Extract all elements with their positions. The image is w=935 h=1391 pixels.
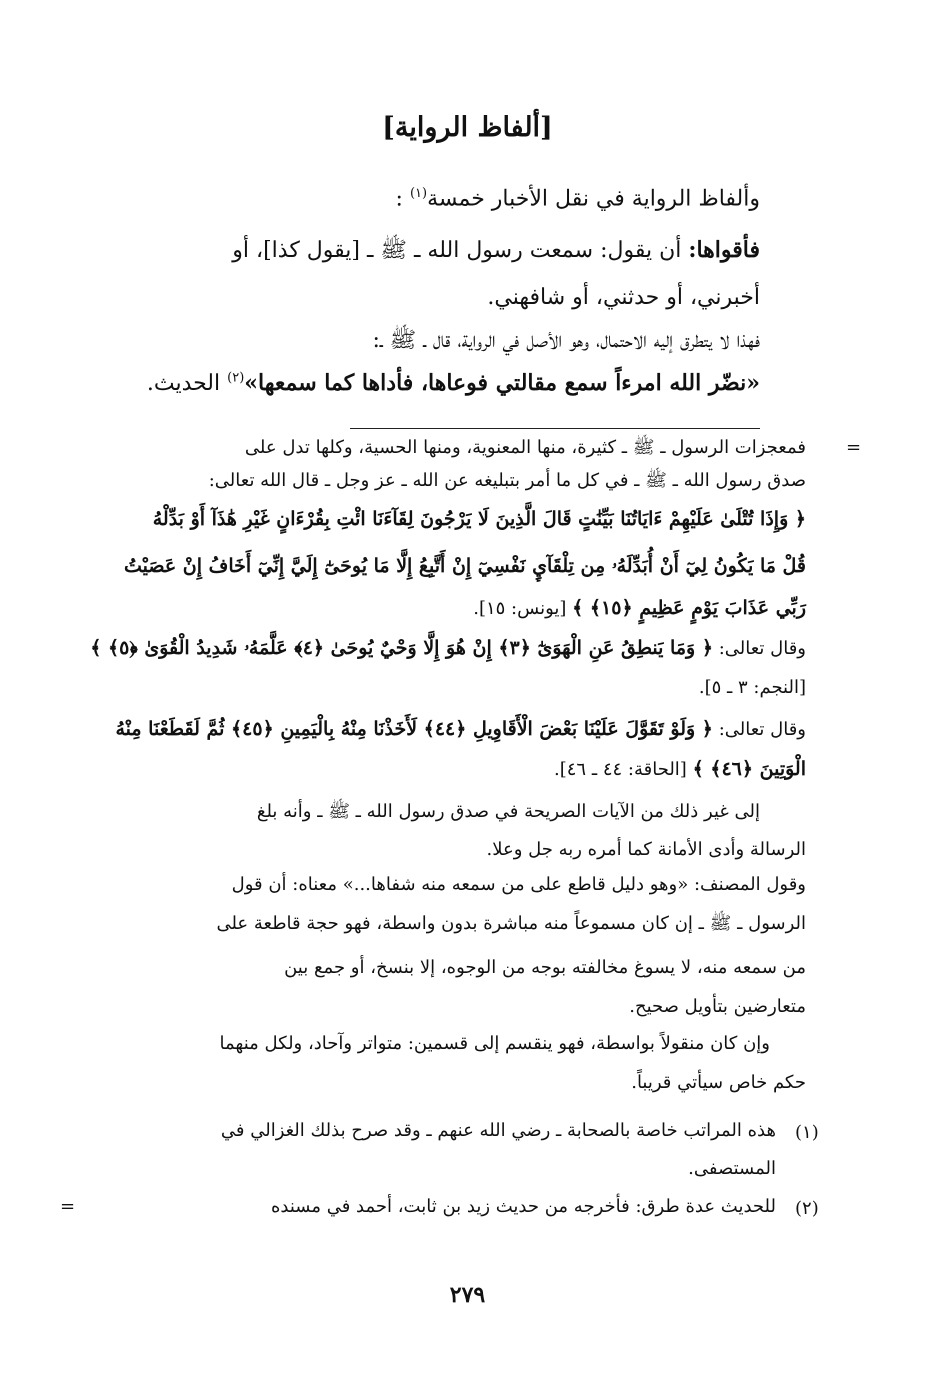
note-line: الرسول ـ ﷺ ـ إن كان مسموعاً منه مباشرة بدون واسطة، فهو حجة قاطعة على	[216, 913, 806, 934]
quran-verse: الْوَتِينَ ﴿٤٦﴾ ﴾	[692, 758, 806, 780]
note-text: وقال تعالى:	[718, 719, 806, 740]
quran-verse: ﴿ وَمَا يَنطِقُ عَنِ الْهَوَىٰٓ ﴿٣﴾ إِنْ هُوَ إِلَّا وَحْيٌ يُوحَىٰ ﴿٤﴾ عَلَّمَهُۥ شَدِيدُ الْقُوَىٰ ﴿٥﴾ ﴾	[90, 637, 713, 659]
main-text: أخبرني، أو حدثني، أو شافهني.	[487, 285, 760, 310]
note-line	[100, 758, 806, 780]
main-text: فهذا لا يتطرق إليه الاحتمال، وهو الأصل في الرواية، قال ـ ﷺ ـ:	[372, 328, 760, 353]
footnote-separator	[350, 428, 760, 429]
quran-verse: ﴿ وَلَوْ تَقَوَّلَ عَلَيْنَا بَعْضَ الْأَقَاوِيلِ ﴿٤٤﴾ لَأَخَذْنَا مِنْهُ بِالْيَمِينِ ﴿٤٥﴾ ثُمَّ لَقَطَعْنَا مِنْهُ	[115, 718, 713, 740]
note-line	[100, 597, 806, 619]
continuation-mark-bottom: =	[60, 1196, 76, 1217]
colon: :	[395, 186, 403, 212]
footnote-ref-2: (٢)	[227, 370, 245, 386]
section-title: [ألفاظ الرواية]	[382, 112, 553, 143]
note-line: حكم خاص سيأتي قريباً.	[631, 1072, 806, 1093]
main-text: وألفاظ الرواية في نقل الأخبار خمسة	[427, 186, 760, 212]
note-line	[90, 637, 806, 659]
footnote-number-1: (١)	[795, 1122, 819, 1143]
note-text: وقال تعالى:	[718, 638, 806, 659]
footnote-ref-1: (١)	[409, 186, 428, 201]
verse-reference: [النجم: ٣ ـ ٥].	[698, 677, 806, 698]
quran-verse-line: قُلْ مَا يَكُونُ لِيٓ أَنْ أُبَدِّلَهُۥ مِن تِلْقَآيِٕ نَفْسِيٓ إِنْ أَتَّبِعُ إِلَّا مَا يُوحَىٰٓ إِلَيَّ إِنِّيٓ أَخَافُ إِنْ عَصَيْتُ	[123, 555, 806, 577]
main-line-5	[130, 370, 760, 396]
verse-reference: [الحاقة: ٤٤ ـ ٤٦].	[554, 759, 687, 780]
footnote-1-line: المستصفى.	[688, 1158, 776, 1179]
footnote-number-2: (٢)	[795, 1198, 819, 1219]
note-line: وقول المصنف: «وهو دليل قاطع على من سمعه منه شفاها...» معناه: أن قول	[231, 874, 806, 895]
note-line: متعارضين بتأويل صحيح.	[629, 996, 806, 1017]
page-number: ٢٧٩	[449, 1282, 486, 1308]
hadith-quote: «نضّر الله امرءاً سمع مقالتي فوعاها، فأداها كما سمعها»	[244, 370, 760, 396]
main-text: أن يقول: سمعت رسول الله ـ ﷺ ـ [يقول كذا]، أو	[232, 238, 682, 263]
main-line-1	[300, 186, 760, 211]
note-line: صدق رسول الله ـ ﷺ ـ في كل ما أمر بتبليغه عن الله ـ عز وجل ـ قال الله تعالى:	[208, 470, 806, 491]
footnote-2-line: للحديث عدة طرق: فأخرجه من حديث زيد بن ثابت، أحمد في مسنده	[270, 1196, 776, 1217]
note-line: إلى غير ذلك من الآيات الصريحة في صدق رسول الله ـ ﷺ ـ وأنه بلغ	[256, 801, 760, 822]
main-text: الحديث.	[146, 371, 221, 396]
main-line-4	[100, 326, 760, 358]
quran-verse-line: ﴿ وَإِذَا تُتْلَىٰ عَلَيْهِمْ ءَايَاتُنَا بَيِّنَٰتٍ قَالَ الَّذِينَ لَا يَرْجُونَ لِقَآءَنَا ائْتِ بِقُرْءَانٍ غَيْرِ هَٰذَآ أَوْ بَدِّلْهُ	[152, 508, 806, 530]
continuation-mark-top: =	[846, 437, 862, 458]
note-line: وإن كان منقولاً بواسطة، فهو ينقسم إلى قسمين: متواتر وآحاد، ولكل منهما	[219, 1033, 770, 1054]
note-line: الرسالة وأدى الأمانة كما أمره ربه جل وعلا.	[486, 839, 806, 860]
main-line-2	[100, 236, 760, 268]
note-line: من سمعه منه، لا يسوغ مخالفته بوجه من الوجوه، إلا بنسخ، أو جمع بين	[284, 957, 806, 978]
footnote-1-line: هذه المراتب خاصة بالصحابة ـ رضي الله عنهم ـ وقد صرح بذلك الغزالي في	[220, 1120, 776, 1141]
verse-reference: [يونس: ١٥].	[473, 598, 567, 619]
main-line-3	[100, 285, 760, 310]
bold-lead: فأقواها:	[688, 237, 760, 263]
note-line: فمعجزات الرسول ـ ﷺ ـ كثيرة، منها المعنوية، ومنها الحسية، وكلها تدل على	[244, 437, 806, 458]
quran-verse: رَبِّي عَذَابَ يَوْمٍ عَظِيمٍ ﴿١٥﴾ ﴾	[572, 597, 806, 619]
note-line	[100, 718, 806, 740]
